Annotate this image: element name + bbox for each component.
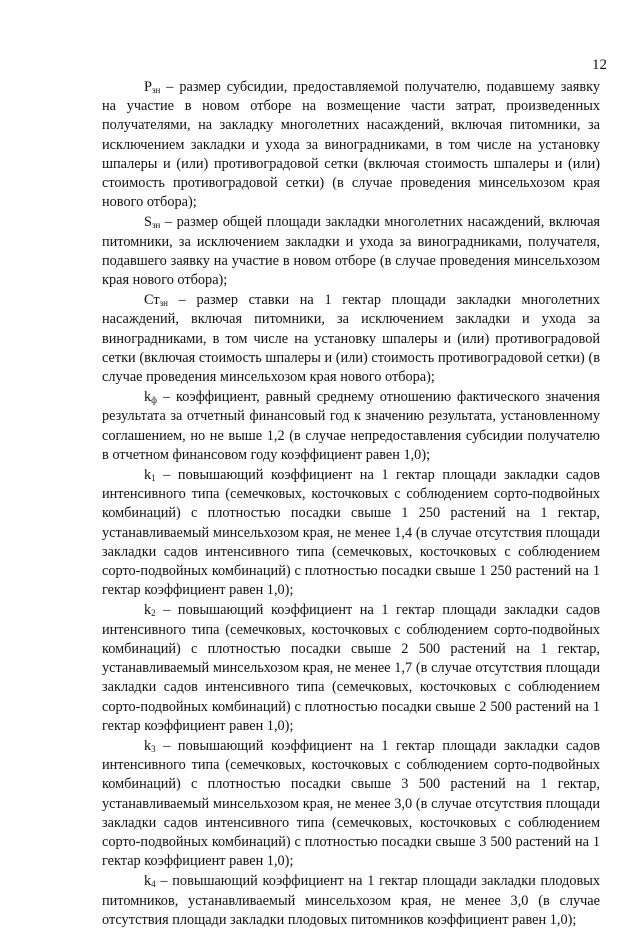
paragraph-text: – размер ставки на 1 гектар площади закладки многолетних насаждений, включая питомники, за исключением закладки и ухода за виноградниками, в том числе на установку шпалеры и (или) противоградовой сетки (включая стоимость шпалеры и (или) стоимость противоградовой сетки) (в случае проведения минсельхозом края нового отбора); [102, 292, 600, 386]
paragraph-text: – повышающий коэффициент на 1 гектар площади закладки садов интенсивного типа (семечковых, косточковых с соблюдением сорто-подвойных комбинаций) с плотностью посадки свыше 1 250 растений на 1 гектар, устанавливаемый минсельхозом края, не менее 1,4 (в случае отсутствия площади закладки садов интенсивного типа (семечковых, косточковых с соблюдением сорто-подвойных комбинаций) с плотностью посадки свыше 1 250 растений на 1 гектар коэффициент равен 1,0); [102, 467, 600, 599]
paragraph-text: – повышающий коэффициент на 1 гектар площади закладки плодовых питомников, устанавливаемый минсельхозом края, не менее 3,0 (в случае отсутствия площади закладки плодовых питомников коэффициент равен 1,0); [102, 873, 600, 928]
formula-symbol: k [144, 873, 152, 890]
formula-symbol: P [144, 79, 152, 95]
paragraph-text: – размер субсидии, предоставляемой получателю, подавшему заявку на участие в новом отборе на возмещение части затрат, произведенных получателями, на закладку многолетних насаждений, включая питомники, за исключением закладки и ухода за виноградниками, в том числе на установку шпалеры и (или) противоградовой сетки (включая стоимость шпалеры и (или) стоимость противоградовой сетки) (в случае проведения минсельхозом края нового отбора); [102, 79, 600, 211]
paragraph-p-zn [102, 78, 600, 212]
paragraph-k-3 [102, 737, 600, 871]
formula-subscript: 4 [151, 879, 156, 890]
page-number: 12 [592, 57, 607, 73]
paragraph-st-zn [102, 291, 600, 387]
formula-symbol: S [144, 214, 152, 231]
document-body [102, 78, 600, 931]
paragraph-text: – коэффициент, равный среднему отношению фактического значения результата за отчетный финансовый год к значению результата, установленному соглашением, но не выше 1,2 (в случае непредоставления субсидии получателю в отчетном финансовом году коэффициент равен 1,0); [102, 389, 600, 463]
paragraph-k-1 [102, 466, 600, 600]
formula-symbol: k [144, 389, 152, 406]
formula-subscript: 3 [151, 743, 156, 754]
formula-subscript: зн [159, 298, 168, 309]
formula-symbol: k [144, 467, 152, 484]
formula-subscript: 1 [151, 473, 156, 484]
paragraph-k-f [102, 388, 600, 465]
formula-symbol: k [144, 602, 152, 619]
paragraph-k-4 [102, 872, 600, 930]
formula-subscript: ф [151, 395, 157, 406]
formula-subscript: 2 [151, 608, 156, 619]
formula-symbol: Ст [144, 292, 160, 309]
formula-symbol: k [144, 737, 152, 754]
formula-subscript: зн [151, 85, 161, 95]
formula-subscript: зн [151, 220, 161, 231]
paragraph-s-zn [102, 213, 600, 290]
paragraph-text: – размер общей площади закладки многолетних насаждений, включая питомники, за исключением закладки и ухода за виноградниками, получателя, подавшего заявку на участие в новом отборе (в случае проведения минсельхозом края нового отбора); [102, 214, 600, 289]
paragraph-k-2 [102, 601, 600, 735]
paragraph-text: – повышающий коэффициент на 1 гектар площади закладки садов интенсивного типа (семечковых, косточковых с соблюдением сорто-подвойных комбинаций) с плотностью посадки свыше 2 500 растений на 1 гектар, устанавливаемый минсельхозом края, не менее 1,7 (в случае отсутствия площади закладки садов интенсивного типа (семечковых, косточковых с соблюдением сорто-подвойных комбинаций) с плотностью посадки свыше 2 500 растений на 1 гектар коэффициент равен 1,0); [102, 602, 600, 734]
paragraph-text: – повышающий коэффициент на 1 гектар площади закладки садов интенсивного типа (семечковых, косточковых с соблюдением сорто-подвойных комбинаций) с плотностью посадки свыше 3 500 растений на 1 гектар, устанавливаемый минсельхозом края, не менее 3,0 (в случае отсутствия площади закладки садов интенсивного типа (семечковых, косточковых с соблюдением сорто-подвойных комбинаций) с плотностью посадки свыше 3 500 растений на 1 гектар коэффициент равен 1,0); [102, 737, 600, 870]
